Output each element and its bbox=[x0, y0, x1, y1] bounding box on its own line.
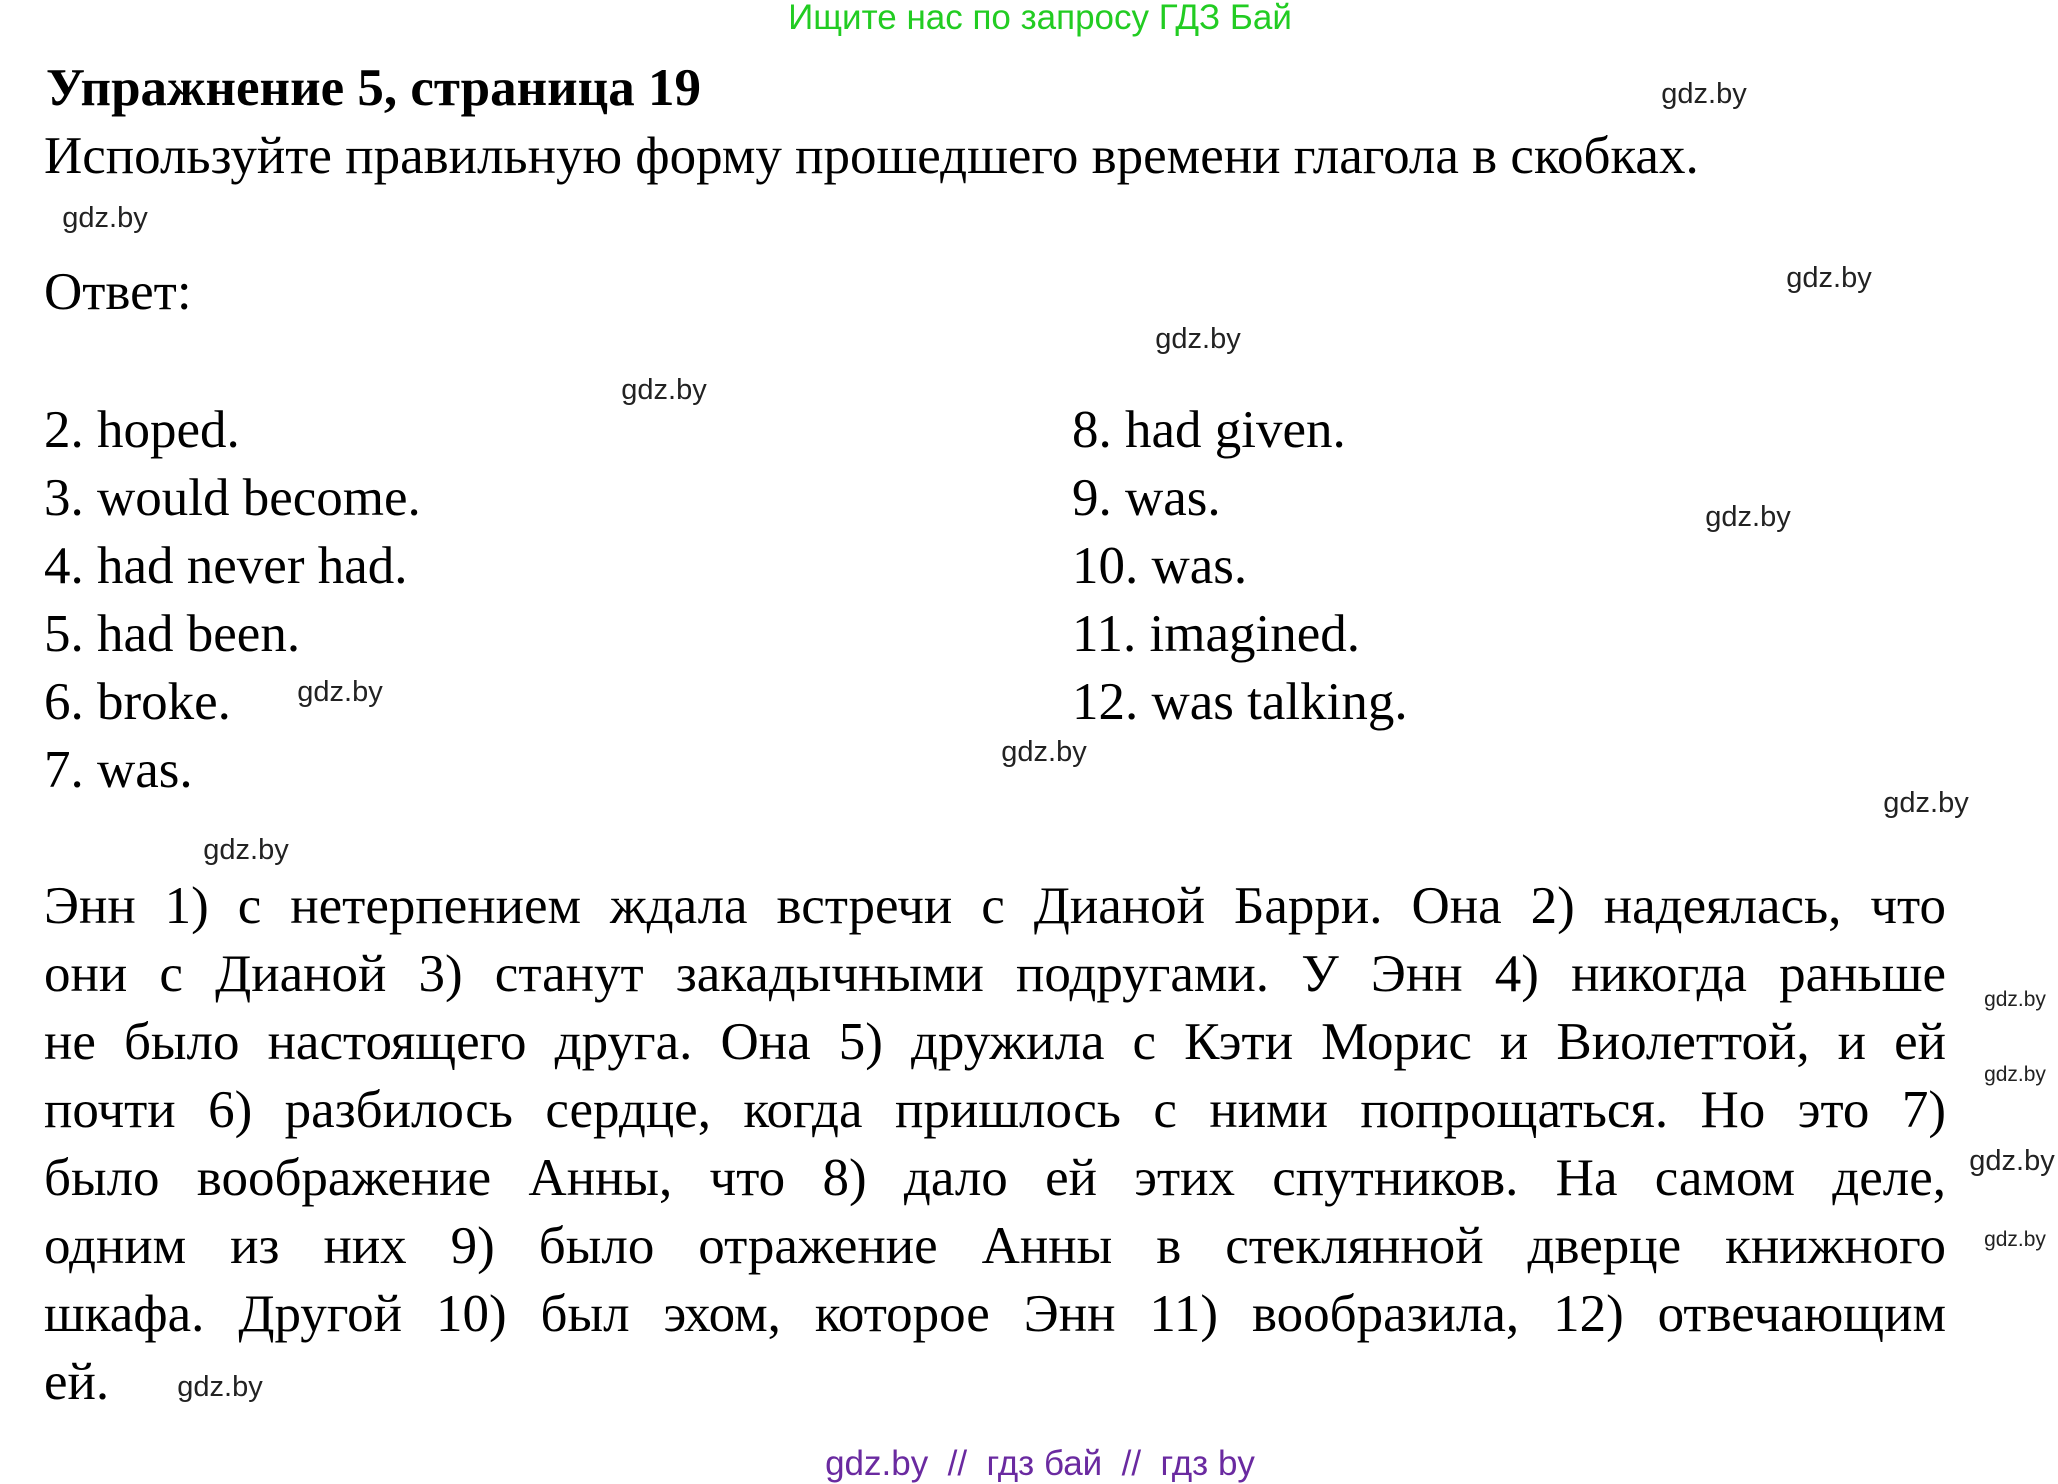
paragraph-line: одним из них 9) было отражение Анны в стеклянной дверце книжного bbox=[44, 1217, 1946, 1275]
watermark: gdz.by bbox=[1001, 736, 1087, 768]
watermark: gdz.by bbox=[1984, 988, 2046, 1011]
page-title: Упражнение 5, страница 19 bbox=[46, 59, 701, 117]
search-hint-link[interactable]: Ищите нас по запросу ГДЗ Бай bbox=[788, 0, 1292, 37]
answer-item: 7. was. bbox=[44, 741, 193, 799]
answers-right-column bbox=[1072, 396, 1408, 736]
translation-paragraph bbox=[44, 872, 1946, 1416]
answer-item: 6. broke. bbox=[44, 673, 231, 731]
exercise-instruction: Используйте правильную форму прошедшего времени глагола в скобках. bbox=[44, 127, 1699, 185]
answer-item: 12. was talking. bbox=[1072, 673, 1408, 731]
answers-left-column bbox=[44, 396, 421, 804]
watermark: gdz.by bbox=[62, 202, 148, 234]
watermark: gdz.by bbox=[1155, 323, 1241, 355]
answer-item: 2. hoped. bbox=[44, 401, 240, 459]
watermark: gdz.by bbox=[621, 374, 707, 406]
watermark: gdz.by bbox=[203, 834, 289, 866]
paragraph-line: почти 6) разбилось сердце, когда пришлось с ними попрощаться. Но это 7) bbox=[44, 1081, 1946, 1139]
paragraph-line: Энн 1) с нетерпением ждала встречи с Дианой Барри. Она 2) надеялась, что bbox=[44, 877, 1946, 935]
answer-item: 3. would become. bbox=[44, 469, 421, 527]
watermark: gdz.by bbox=[1661, 78, 1747, 110]
watermark: gdz.by bbox=[1984, 1228, 2046, 1251]
watermark: gdz.by bbox=[1786, 262, 1872, 294]
watermark: gdz.by bbox=[1883, 787, 1969, 819]
paragraph-line: было воображение Анны, что 8) дало ей этих спутников. На самом деле, bbox=[44, 1149, 1946, 1207]
paragraph-line: они с Дианой 3) станут закадычными подругами. У Энн 4) никогда раньше bbox=[44, 945, 1946, 1003]
answer-item: 11. imagined. bbox=[1072, 605, 1361, 663]
answer-item: 5. had been. bbox=[44, 605, 301, 663]
paragraph-line: ей. bbox=[44, 1353, 110, 1411]
watermark: gdz.by bbox=[1969, 1145, 2055, 1177]
answer-item: 10. was. bbox=[1072, 537, 1248, 595]
paragraph-line: не было настоящего друга. Она 5) дружила с Кэти Морис и Виолеттой, и ей bbox=[44, 1013, 1946, 1071]
paragraph-line: шкафа. Другой 10) был эхом, которое Энн 11) вообразила, 12) отвечающим bbox=[44, 1285, 1946, 1343]
answer-item: 9. was. bbox=[1072, 469, 1221, 527]
answer-item: 4. had never had. bbox=[44, 537, 408, 595]
watermark: gdz.by bbox=[1705, 501, 1791, 533]
watermark: gdz.by bbox=[1984, 1063, 2046, 1086]
watermark: gdz.by bbox=[297, 676, 383, 708]
answer-item: 8. had given. bbox=[1072, 401, 1346, 459]
watermark: gdz.by bbox=[177, 1371, 263, 1403]
footer-links[interactable]: gdz.by // гдз бай // гдз by bbox=[825, 1444, 1255, 1483]
answer-label: Ответ: bbox=[44, 263, 192, 321]
